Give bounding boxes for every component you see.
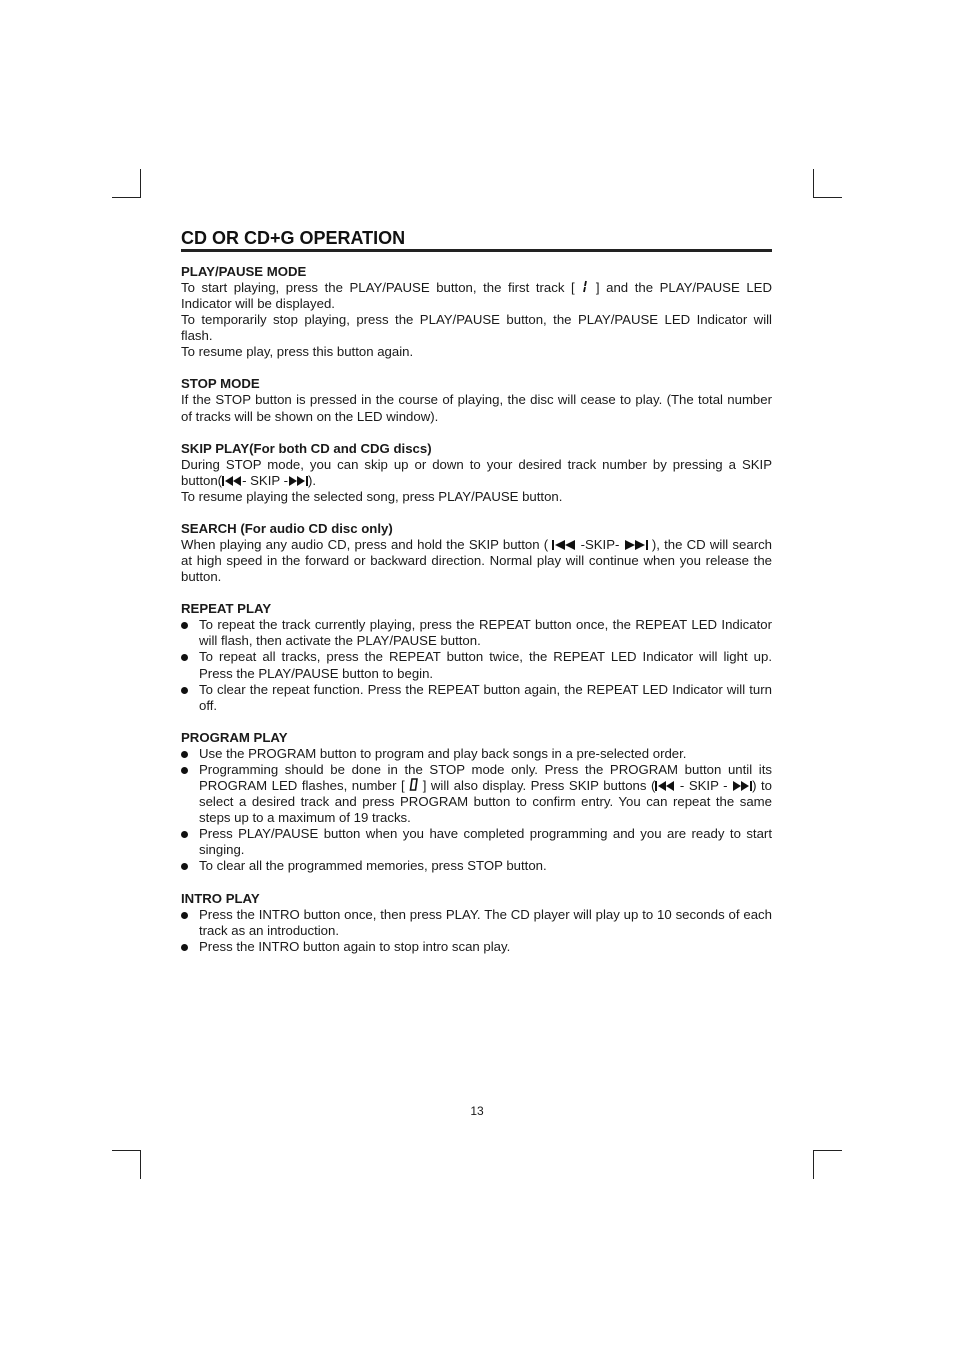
crop-mark-top-left-vertical [140, 169, 141, 198]
bullet-list [181, 617, 772, 714]
section-stop [181, 376, 772, 424]
section-heading: STOP MODE [181, 376, 260, 392]
section-program [181, 730, 772, 875]
list-item: To repeat all tracks, press the REPEAT button twice, the REPEAT LED Indicator will light up. Press the PLAY/PAUSE button to begin. [181, 649, 772, 681]
bullet-icon [181, 831, 188, 838]
section-heading: INTRO PLAY [181, 890, 260, 906]
bullet-list [181, 746, 772, 875]
list-item: To clear all the programmed memories, press STOP button. [181, 858, 772, 874]
paragraph: To start playing, press the PLAY/PAUSE button, the first track [ ] and the PLAY/PAUSE LED Indicator will be displayed. [181, 280, 773, 312]
crop-mark-bottom-right-vertical [813, 1150, 814, 1179]
bullet-icon [181, 654, 188, 661]
bullet-icon [181, 622, 188, 629]
led-digit-zero-icon [409, 778, 418, 791]
page-number: 13 [470, 1104, 484, 1118]
page-content [181, 227, 772, 971]
section-heading: SKIP PLAY(For both CD and CDG discs) [181, 440, 432, 456]
crop-mark-top-right-horizontal [813, 197, 842, 198]
paragraph: To temporarily stop playing, press the PLAY/PAUSE button, the PLAY/PAUSE LED Indicator will flash. [181, 312, 772, 344]
skip-forward-icon [732, 781, 752, 791]
section-heading: SEARCH (For audio CD disc only) [181, 520, 393, 536]
paragraph: To resume playing the selected song, press PLAY/PAUSE button. [181, 488, 563, 504]
list-item: Programming should be done in the STOP mode only. Press the PROGRAM button until its PROGRAM LED flashes, number [ ] will also display. Press SKIP buttons ( - SKIP - ) to select a desired track and press PROGRAM button to confirm entry. You can repeat the same steps up to a maximum of 19 tracks. [181, 762, 772, 826]
page-title: CD OR CD+G OPERATION [181, 228, 406, 248]
skip-forward-icon [288, 476, 308, 486]
bullet-icon [181, 751, 188, 758]
section-play-pause [181, 264, 772, 360]
bullet-icon [181, 944, 188, 951]
list-item: Press the INTRO button once, then press PLAY. The CD player will play up to 10 seconds of each track as an introduction. [181, 907, 772, 939]
section-intro [181, 891, 772, 955]
bullet-icon [181, 687, 188, 694]
list-item: To clear the repeat function. Press the REPEAT button again, the REPEAT LED Indicator will turn off. [181, 682, 772, 714]
section-heading: PROGRAM PLAY [181, 729, 288, 745]
led-digit-one-icon [581, 280, 589, 293]
paragraph: During STOP mode, you can skip up or down to your desired track number by pressing a SKIP button( - SKIP - ). [181, 456, 772, 488]
crop-mark-top-right-vertical [813, 169, 814, 198]
list-item: To repeat the track currently playing, press the REPEAT button once, the REPEAT LED Indicator will flash, then activate the PLAY/PAUSE button. [181, 617, 772, 649]
crop-mark-top-left-horizontal [112, 197, 141, 198]
skip-forward-icon [624, 540, 648, 550]
bullet-list [181, 907, 772, 955]
section-skip [181, 441, 772, 505]
section-search [181, 521, 772, 585]
skip-back-icon [552, 540, 576, 550]
list-item: Press the INTRO button again to stop intro scan play. [181, 939, 772, 955]
section-heading: PLAY/PAUSE MODE [181, 264, 307, 279]
bullet-icon [181, 767, 188, 774]
section-repeat [181, 601, 772, 714]
crop-mark-bottom-right-horizontal [813, 1150, 842, 1151]
list-item: Press PLAY/PAUSE button when you have completed programming and you are ready to start singing. [181, 826, 772, 858]
crop-mark-bottom-left-horizontal [112, 1150, 141, 1151]
title-rule [181, 249, 772, 252]
bullet-icon [181, 912, 188, 919]
crop-mark-bottom-left-vertical [140, 1150, 141, 1179]
skip-back-icon [655, 781, 675, 791]
paragraph: If the STOP button is pressed in the course of playing, the disc will cease to play. (The total number of tracks will be shown on the LED window). [181, 392, 772, 424]
skip-back-icon [222, 476, 242, 486]
section-heading: REPEAT PLAY [181, 601, 272, 617]
list-item: Use the PROGRAM button to program and play back songs in a pre-selected order. [181, 746, 772, 762]
paragraph: To resume play, press this button again. [181, 344, 414, 360]
bullet-icon [181, 863, 188, 870]
paragraph: When playing any audio CD, press and hold the SKIP button ( -SKIP- ), the CD will search at high speed in the forward or backward direction. Normal play will continue when you release the button. [181, 536, 773, 585]
